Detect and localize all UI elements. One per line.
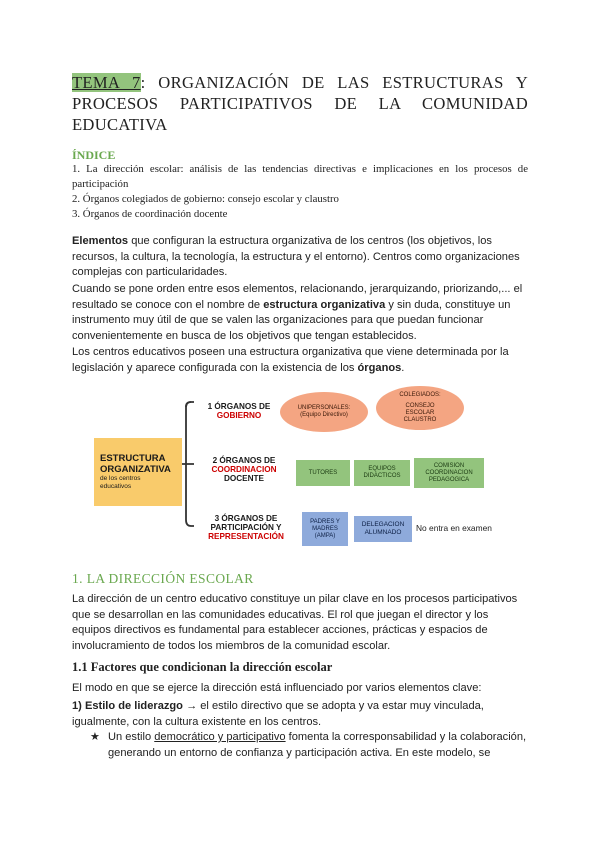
intro-p2-text-b: y sin duda, constituye un instrumento muy útil de que se valen las organizaciones para que puedan funcionar convenientemente en busca de los objetivos que tengan establecidos. — [72, 298, 511, 342]
title-topic-highlight: TEMA 7 — [72, 73, 141, 92]
document-title — [72, 72, 528, 135]
organizational-structure-diagram — [90, 380, 530, 552]
branch3-line3: REPRESENTACIÓN — [208, 531, 284, 541]
exam-note — [416, 520, 512, 536]
exam-note-text: No entra en examen — [416, 523, 492, 533]
index-item: 3. Órganos de coordinación docente — [72, 208, 228, 220]
student-delegation-label: DELEGACION ALUMNADO — [361, 521, 405, 536]
branch1-line2: GOBIERNO — [216, 411, 262, 420]
intro-p1-bold: Elementos — [72, 235, 129, 247]
subsection-1-1-heading: 1.1 Factores que condicionan la dirección escolar — [72, 660, 333, 674]
didactic-teams-box — [354, 460, 410, 486]
intro-paragraph-1 — [72, 234, 528, 281]
collegiate-title: COLEGIADOS: — [399, 392, 441, 398]
index-item: 1. La dirección escolar: análisis de las tendencias directivas e implicaciones en los procesos de participación — [72, 163, 528, 190]
unipersonal-bodies-oval — [280, 392, 368, 432]
branch-coordination-bodies — [196, 448, 292, 490]
intro-p2-text-a: Cuando se pone orden entre esos elementos, relacionando, jerarquizando, priorizando,... el resultado se conoce con el nombre de — [72, 283, 523, 311]
subsection-intro: El modo en que se ejerce la dirección está influenciado por varios elementos clave: — [72, 682, 482, 694]
branch-participation-bodies — [194, 506, 298, 548]
bullet-text-a: Un estilo — [108, 731, 155, 743]
branch2-line3: DOCENTE — [223, 473, 265, 483]
collegiate-body: CONSEJO ESCOLAR CLAUSTRO — [403, 403, 437, 423]
branch3-line1: 3 ÓRGANOS DE — [214, 513, 278, 523]
root-title-line2: ORGANIZATIVA — [100, 464, 171, 475]
unipersonal-label: UNIPERSONALES: (Equipo Directivo) — [297, 405, 351, 418]
branch2-line2: COORDINACION — [211, 464, 277, 474]
bullet-text-b: fomenta la corresponsabilidad y la colaboración, generando un entorno de confianza y participación activa. En este modelo, se — [108, 731, 527, 759]
star-bullet-icon: ★ — [90, 731, 100, 743]
root-structure-box — [94, 438, 182, 506]
intro-paragraph-2 — [72, 282, 528, 344]
didactic-teams-label: EQUIPOS DIDACTICOS — [363, 466, 401, 479]
pedagogical-committee-label: COMISION COORDINACION PEDAGOGICA — [425, 462, 473, 483]
intro-p3-text-b: . — [401, 361, 405, 374]
bullet-text — [108, 730, 528, 761]
branch-governing-bodies — [196, 394, 282, 428]
title-text: : ORGANIZACIÓN DE LAS ESTRUCTURAS Y PROCESOS PARTICIPATIVOS DE LA COMUNIDAD EDUCATIVA — [72, 73, 529, 134]
intro-p1-text: que configuran la estructura organizativa de los centros (los objetivos, los recursos, la cultura, la tecnología, la estructura y el entorno). Centros como organizaciones complejas con particularidades. — [72, 235, 520, 279]
collegiate-bodies-oval — [376, 386, 464, 430]
parents-label: PADRES Y MADRES (AMPA) — [310, 518, 340, 539]
leadership-style-paragraph — [72, 699, 528, 730]
leadership-style-text: → el estilo directivo que se adopta y va estar muy vinculada, igualmente, con la cultura existente en los centros. — [72, 700, 484, 728]
leadership-style-label: 1) Estilo de liderazgo — [72, 700, 183, 712]
parents-box — [302, 512, 348, 546]
intro-p2-bold: estructura organizativa — [263, 298, 386, 311]
bullet-underlined: democrático y participativo — [154, 731, 286, 743]
branch1-line1: 1 ÓRGANOS DE — [207, 402, 271, 411]
index-item: 2. Órganos colegiados de gobierno: consejo escolar y claustro — [72, 193, 339, 205]
intro-p3-text-a: Los centros educativos poseen una estructura organizativa que viene determinada por la legislación y aparece configurada con la existencia de los — [72, 346, 509, 374]
intro-paragraph-3 — [72, 345, 528, 376]
student-delegation-box — [354, 516, 412, 542]
intro-p3-bold: órganos — [357, 361, 402, 374]
index-heading: ÍNDICE — [72, 148, 116, 162]
tutors-label: TUTORES — [308, 469, 338, 476]
branch3-line2: PARTICIPACIÓN Y — [210, 522, 282, 532]
root-subtitle: de los centros educativos — [100, 475, 141, 490]
pedagogical-committee-box — [414, 458, 484, 488]
bullet-item — [90, 730, 528, 761]
tutors-box — [296, 460, 350, 486]
index-list — [72, 162, 528, 222]
section-1-paragraph: La dirección de un centro educativo constituye un pilar clave en los procesos participativos que se desarrollan en las comunidades educativas. El rol que juegan el director y los equipos directivos es fundamental para establecer acciones, prácticas y espacios de involucramiento de todos los miembros de la comunidad escolar. — [72, 593, 518, 652]
root-title-line1: ESTRUCTURA — [100, 453, 166, 464]
branch2-line1: 2 ÓRGANOS DE — [212, 455, 276, 465]
section-1-heading: 1. LA DIRECCIÓN ESCOLAR — [72, 571, 254, 586]
